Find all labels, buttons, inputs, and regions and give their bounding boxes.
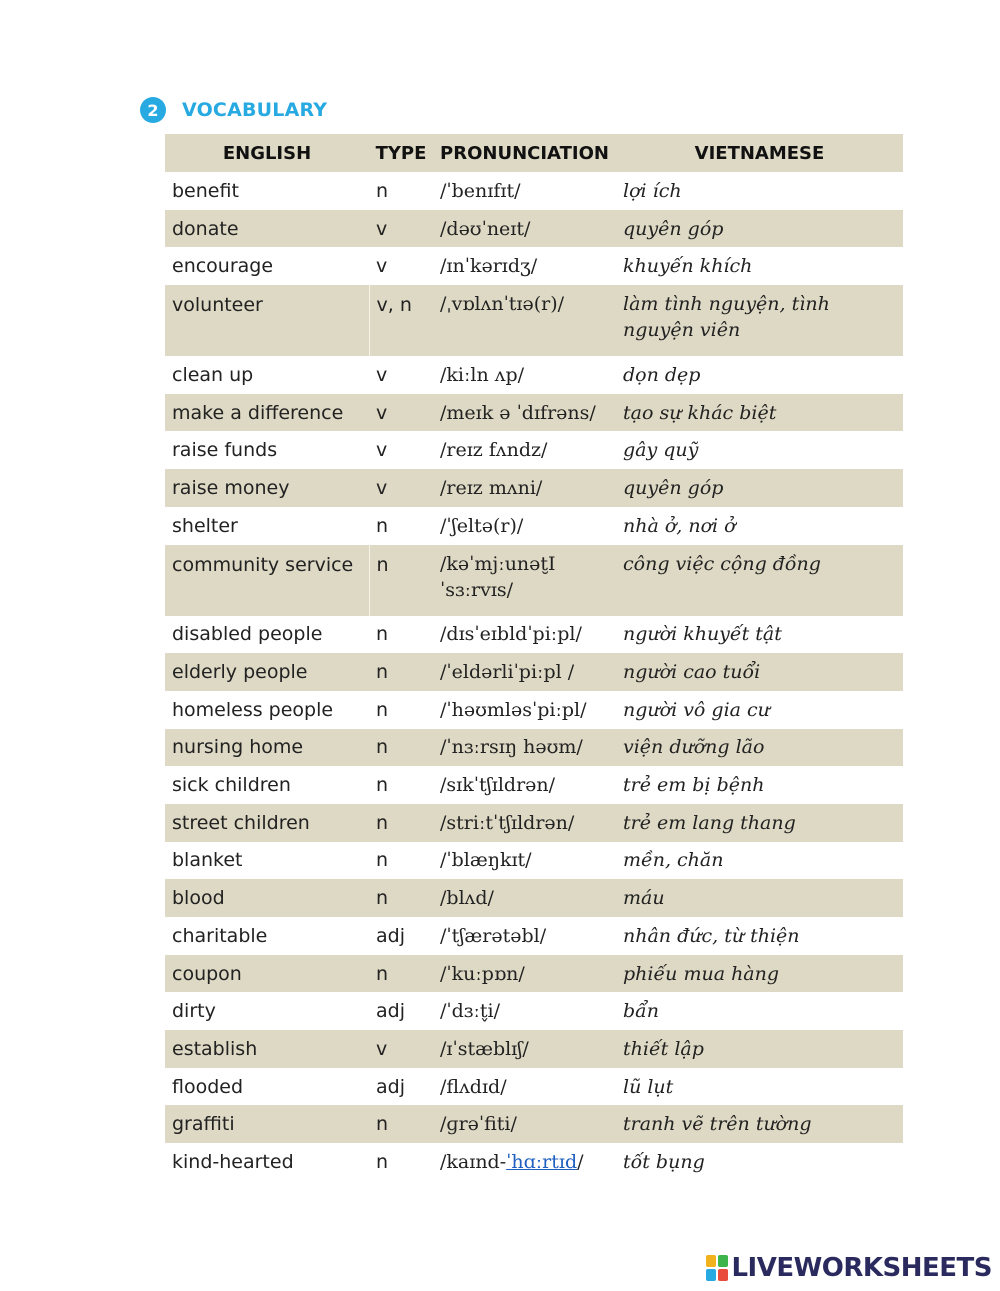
english-word: charitable <box>172 924 268 947</box>
word-type: adj <box>376 924 405 947</box>
word-type: n <box>369 729 433 767</box>
word-type: n <box>369 653 433 691</box>
section-title: VOCABULARY <box>182 99 328 121</box>
english-word: community service <box>165 545 369 616</box>
header-vietnamese: VIETNAMESE <box>616 134 903 172</box>
table-row <box>165 285 903 356</box>
table-row <box>165 955 903 993</box>
pronunciation: /blʌd/ <box>433 879 616 917</box>
word-type: n <box>376 1150 389 1173</box>
word-type: v <box>369 210 433 248</box>
vietnamese-meaning: trẻ em lang thang <box>616 804 903 842</box>
pronunciation: /reɪz fʌndz/ <box>440 439 548 462</box>
english-word: clean up <box>172 363 254 386</box>
english-word: raise money <box>165 469 369 507</box>
word-type: n <box>376 849 389 872</box>
english-word: volunteer <box>165 285 369 356</box>
vietnamese-meaning: dọn dẹp <box>623 363 701 386</box>
vietnamese-meaning: tốt bụng <box>623 1150 705 1173</box>
vietnamese-meaning: trẻ em bị bệnh <box>623 774 765 797</box>
english-word: graffiti <box>165 1105 369 1143</box>
table-row <box>165 917 903 955</box>
word-type: v <box>376 439 388 462</box>
pronunciation: /flʌdɪd/ <box>440 1075 507 1098</box>
pronunciation: /kəˈmjːunət̮I ˈsɜːrvɪs/ <box>433 545 616 616</box>
vietnamese-meaning: người vô gia cư <box>623 698 770 721</box>
vietnamese-meaning: khuyến khích <box>623 255 753 278</box>
table-row <box>165 1030 903 1068</box>
english-word: shelter <box>172 514 238 537</box>
table-row <box>165 1105 903 1143</box>
vietnamese-meaning: gây quỹ <box>623 439 699 462</box>
pronunciation: /ˈblæŋkɪt/ <box>440 849 532 872</box>
table-row <box>165 691 903 729</box>
vietnamese-meaning: phiếu mua hàng <box>616 955 903 993</box>
vietnamese-meaning: máu <box>616 879 903 917</box>
word-type: v <box>369 469 433 507</box>
table-row <box>165 356 903 394</box>
pronunciation: /ɪnˈkərɪdʒ/ <box>440 255 538 278</box>
word-type: adj <box>376 1075 405 1098</box>
english-word: encourage <box>172 255 274 278</box>
table-row <box>165 247 903 285</box>
vietnamese-meaning: tranh vẽ trên tường <box>616 1105 903 1143</box>
table-row <box>165 210 903 248</box>
english-word: donate <box>165 210 369 248</box>
pronunciation: /ˈʃeltə(r)/ <box>440 514 524 537</box>
header-english: ENGLISH <box>165 134 369 172</box>
table-row <box>165 545 903 616</box>
word-type: v <box>376 255 388 278</box>
english-word: flooded <box>172 1075 244 1098</box>
english-word: blanket <box>172 849 243 872</box>
table-row <box>165 1068 903 1106</box>
table-row <box>165 766 903 804</box>
table-row <box>165 992 903 1030</box>
pronunciation: /dəʊˈneɪt/ <box>433 210 616 248</box>
word-type: n <box>376 774 389 797</box>
section-number-badge: 2 <box>140 97 166 123</box>
pronunciation: /ˈkuːpɒn/ <box>433 955 616 993</box>
vietnamese-meaning: nhân đức, từ thiện <box>623 924 800 947</box>
vietnamese-meaning: lũ lụt <box>623 1075 674 1098</box>
word-type: n <box>369 1105 433 1143</box>
english-word: make a difference <box>165 394 369 432</box>
table-row <box>165 172 903 210</box>
liveworksheets-logo <box>706 1253 992 1283</box>
vietnamese-meaning: làm tình nguyện, tình nguyện viên <box>616 285 903 356</box>
vocabulary-table <box>165 134 904 1181</box>
vietnamese-meaning: người cao tuổi <box>616 653 903 691</box>
word-type: n <box>376 514 389 537</box>
logo-text: LIVEWORKSHEETS <box>731 1253 992 1283</box>
vietnamese-meaning: nhà ở, nơi ở <box>623 514 736 537</box>
pronunciation: /ˈeldərliˈpiːpl / <box>433 653 616 691</box>
table-row <box>165 616 903 654</box>
pronunciation: /dɪsˈeɪbldˈpiːpl/ <box>440 623 582 646</box>
pronunciation: /striːtˈtʃɪldrən/ <box>433 804 616 842</box>
pronunciation: /ˌvɒlʌnˈtɪə(r)/ <box>433 285 616 356</box>
word-type: n <box>376 623 389 646</box>
english-word: blood <box>165 879 369 917</box>
pronunciation: /sɪkˈtʃɪldrən/ <box>440 774 556 797</box>
word-type: v <box>369 394 433 432</box>
english-word: elderly people <box>165 653 369 691</box>
pronunciation: /ˈbenɪfɪt/ <box>440 179 521 202</box>
word-type: v, n <box>369 285 433 356</box>
word-type: n <box>376 698 389 721</box>
english-word: nursing home <box>165 729 369 767</box>
table-row <box>165 507 903 545</box>
pronunciation-suffix: / <box>577 1150 584 1173</box>
english-word: street children <box>165 804 369 842</box>
table-row <box>165 653 903 691</box>
word-type: n <box>369 804 433 842</box>
vietnamese-meaning: quyên góp <box>616 469 903 507</box>
vietnamese-meaning: tạo sự khác biệt <box>616 394 903 432</box>
header-type: TYPE <box>369 134 433 172</box>
table-header-row <box>165 134 903 172</box>
vietnamese-meaning: thiết lập <box>616 1030 903 1068</box>
section-header <box>140 97 327 123</box>
pronunciation: /ˈtʃærətəbl/ <box>440 924 547 947</box>
word-type: n <box>369 545 433 616</box>
pronunciation: /kiːln ʌp/ <box>440 363 525 386</box>
pronunciation-link[interactable]: ˈhɑːrtɪd <box>506 1150 578 1173</box>
pronunciation: /ɡrəˈfiti/ <box>433 1105 616 1143</box>
english-word: coupon <box>165 955 369 993</box>
english-word: kind-hearted <box>172 1150 294 1173</box>
word-type: adj <box>376 1000 405 1023</box>
pronunciation: /ˈhəʊmləsˈpiːpl/ <box>440 698 587 721</box>
vietnamese-meaning: quyên góp <box>616 210 903 248</box>
table-row <box>165 804 903 842</box>
pronunciation-prefix: /kaɪnd- <box>440 1150 507 1173</box>
english-word: dirty <box>172 1000 216 1023</box>
pronunciation: /meɪk ə ˈdɪfrəns/ <box>433 394 616 432</box>
word-type: n <box>376 179 389 202</box>
table-row <box>165 879 903 917</box>
english-word: raise funds <box>172 439 278 462</box>
table-row <box>165 394 903 432</box>
logo-icon <box>706 1255 728 1281</box>
english-word: homeless people <box>172 698 334 721</box>
vietnamese-meaning: người khuyết tật <box>623 623 782 646</box>
word-type: v <box>369 1030 433 1068</box>
pronunciation <box>433 1143 616 1181</box>
vietnamese-meaning: lợi ích <box>623 179 682 202</box>
pronunciation: /ˈdɜːt̬i/ <box>440 1000 500 1023</box>
vietnamese-meaning: bẩn <box>623 1000 660 1023</box>
vietnamese-meaning: mền, chăn <box>623 849 724 872</box>
pronunciation: /ˈnɜːrsɪŋ həʊm/ <box>433 729 616 767</box>
pronunciation: /reɪz mʌni/ <box>433 469 616 507</box>
table-row <box>165 431 903 469</box>
english-word: establish <box>165 1030 369 1068</box>
vietnamese-meaning: công việc cộng đồng <box>616 545 903 616</box>
word-type: n <box>369 955 433 993</box>
table-row <box>165 1143 903 1181</box>
vietnamese-meaning: viện dưỡng lão <box>616 729 903 767</box>
pronunciation: /ɪˈstæblɪʃ/ <box>433 1030 616 1068</box>
english-word: sick children <box>172 774 291 797</box>
table-row <box>165 842 903 880</box>
word-type: n <box>369 879 433 917</box>
english-word: disabled people <box>172 623 323 646</box>
english-word: benefit <box>172 179 239 202</box>
header-pronunciation: PRONUNCIATION <box>433 134 616 172</box>
word-type: v <box>376 363 388 386</box>
table-row <box>165 729 903 767</box>
table-row <box>165 469 903 507</box>
